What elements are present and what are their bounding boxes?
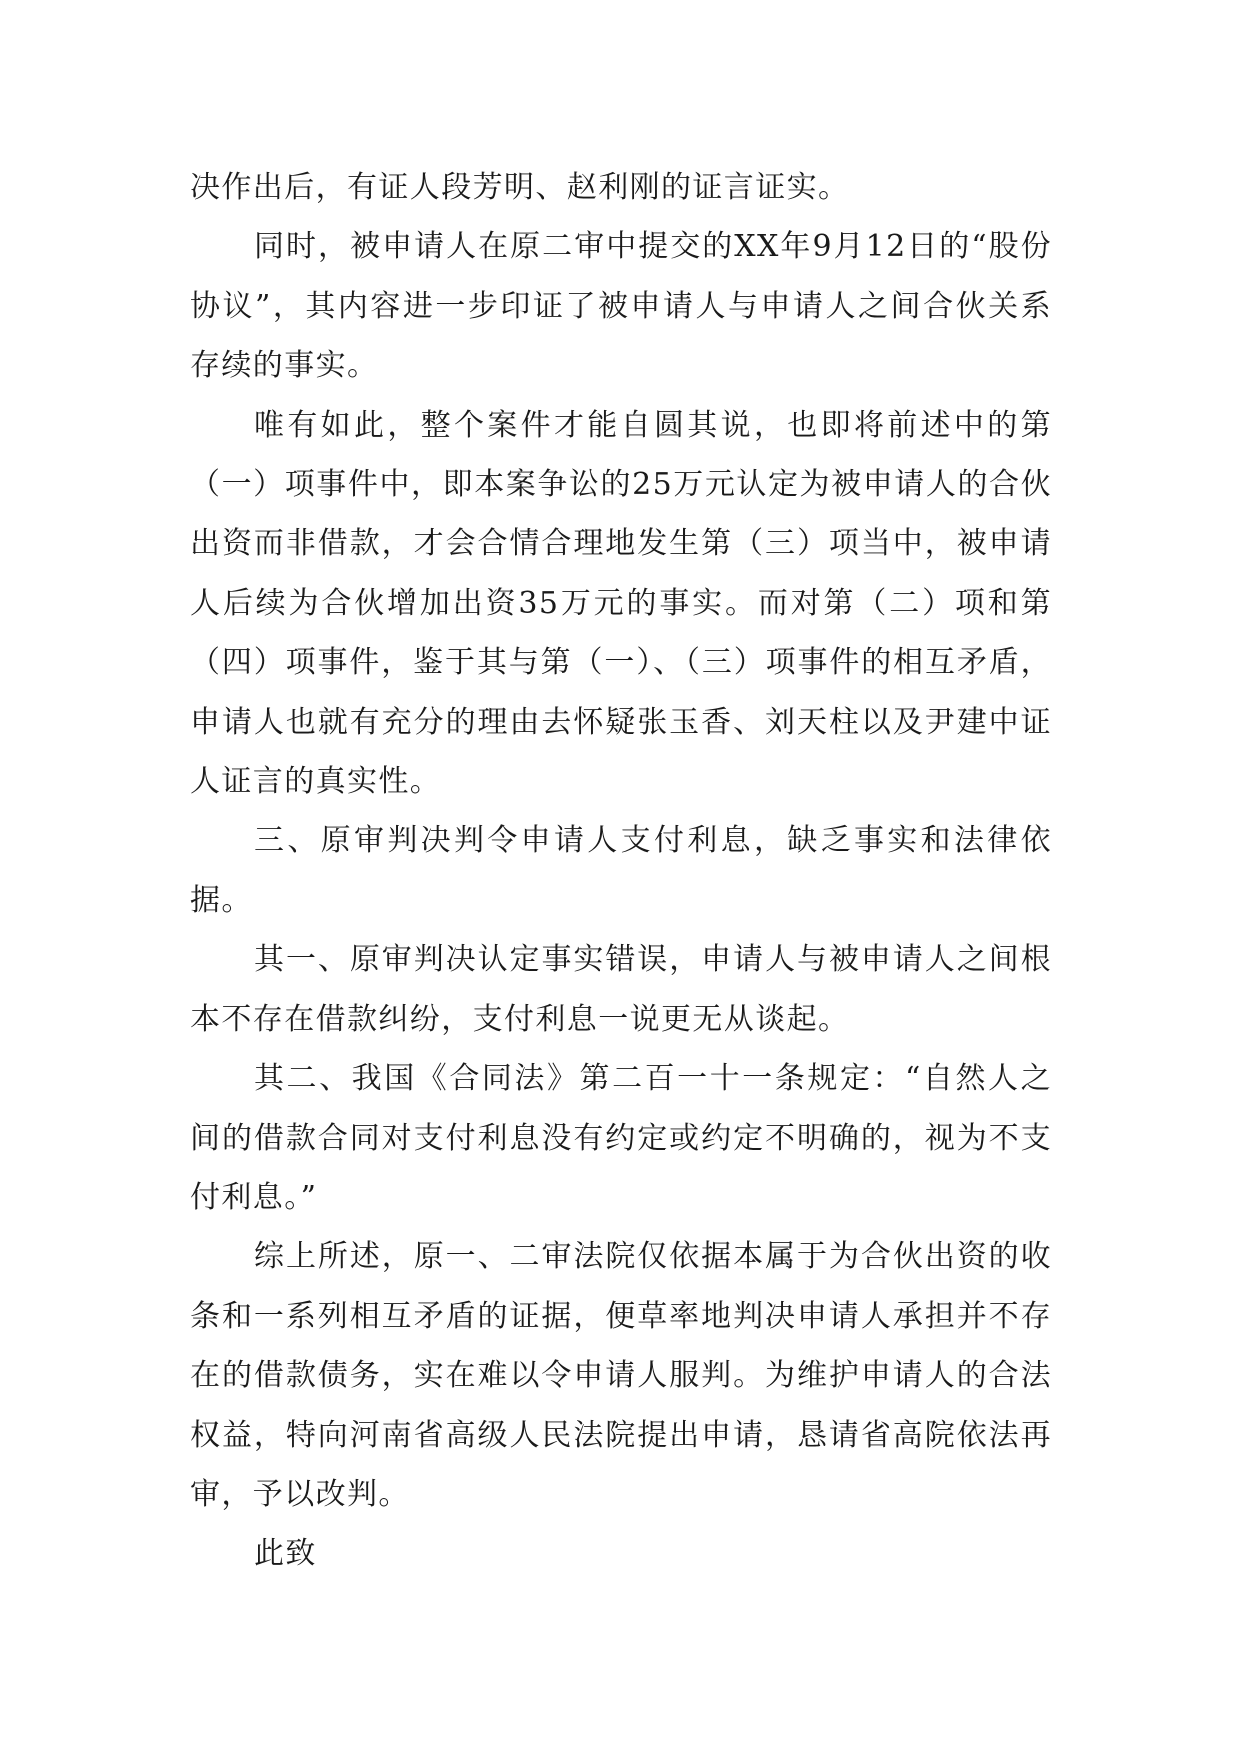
paragraph-share-agreement: 同时，被申请人在原二审中提交的XX年9月12日的“股份协议”，其内容进一步印证了被申请人与申请人之间合伙关系存续的事实。 — [190, 229, 1052, 384]
document-body — [190, 158, 1052, 1584]
paragraph-point-two: 其二、我国《合同法》第二百一十一条规定：“自然人之间的借款合同对支付利息没有约定或约定不明确的，视为不支付利息。” — [190, 1061, 1052, 1215]
closing-salutation: 此致 — [254, 1536, 317, 1572]
paragraph-section-three-heading: 三、原审判决判令申请人支付利息，缺乏事实和法律依据。 — [190, 823, 1052, 918]
paragraph-point-one: 其一、原审判决认定事实错误，申请人与被申请人之间根本不存在借款纠纷，支付利息一说更无从谈起。 — [190, 942, 1052, 1037]
paragraph-case-reasoning: 唯有如此，整个案件才能自圆其说，也即将前述中的第（一）项事件中，即本案争讼的25万元认定为被申请人的合伙出资而非借款，才会合情合理地发生第（三）项当中，被申请人后续为合伙增加出资35万元的事实。而对第（二）项和第（四）项事件，鉴于其与第（一）、（三）项事件的相互矛盾，申请人也就有充分的理由去怀疑张玉香、刘天柱以及尹建中证人证言的真实性。 — [190, 407, 1052, 800]
paragraph-conclusion: 综上所述，原一、二审法院仅依据本属于为合伙出资的收条和一系列相互矛盾的证据，便草率地判决申请人承担并不存在的借款债务，实在难以令申请人服判。为维护申请人的合法权益，特向河南省高级人民法院提出申请，恳请省高院依法再审，予以改判。 — [190, 1239, 1052, 1512]
paragraph-continuation: 决作出后，有证人段芳明、赵利刚的证言证实。 — [190, 170, 850, 205]
